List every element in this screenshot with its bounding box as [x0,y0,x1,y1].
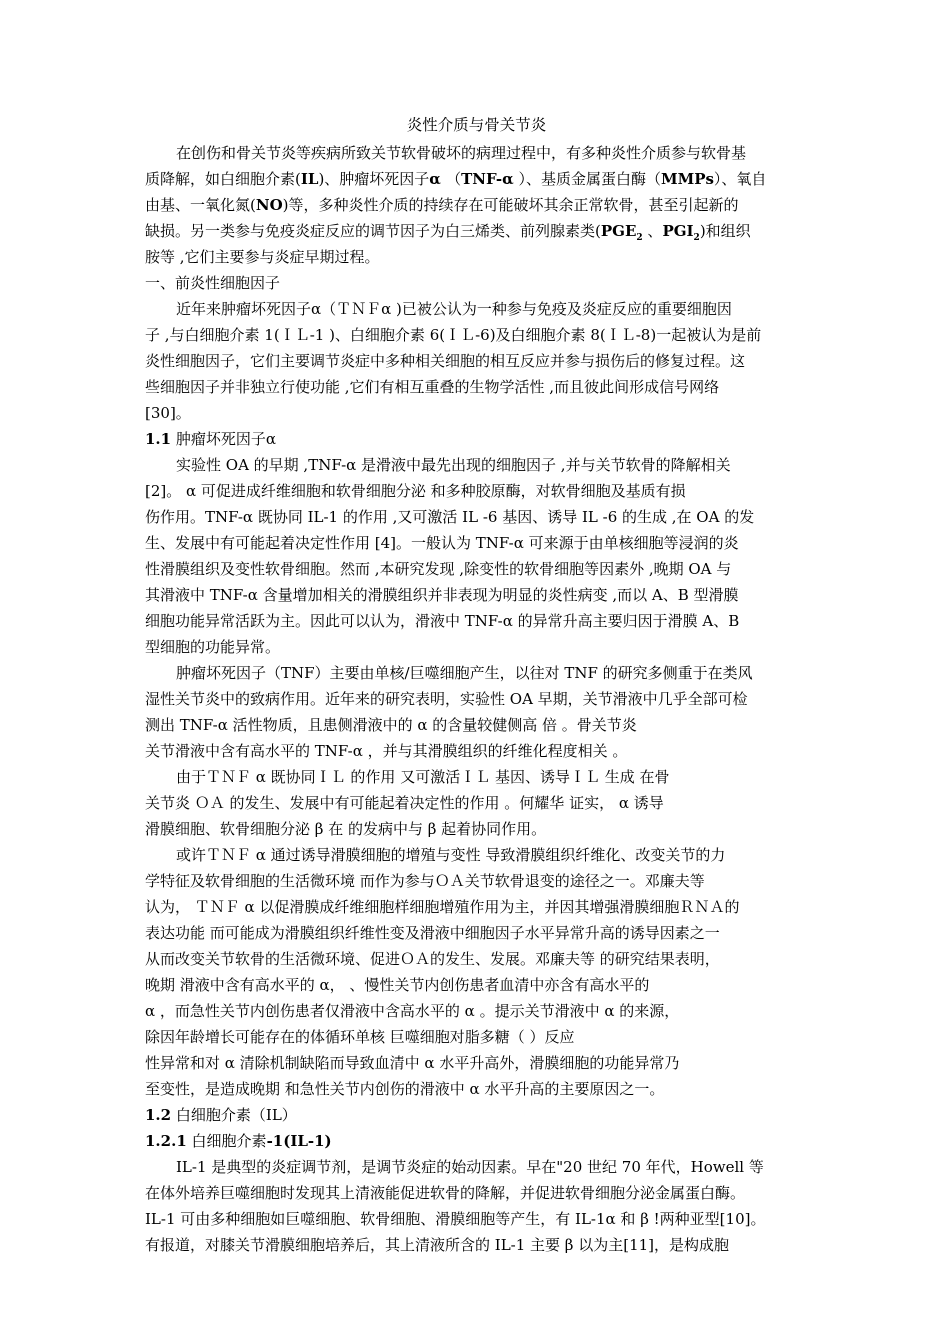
section-title-bold: -1(IL-1) [266,1132,332,1150]
section-1-paragraph [145,296,808,426]
text-line: 些细胞因子并非独立行使功能 ,它们有相互重叠的生物学活性 ,而且彼此间形成信号网络 [145,378,720,396]
section-1-2-1-heading [145,1128,808,1154]
text-line: 生、发展中有可能起着决定性作用 [4]。一般认为 TNF-α 可来源于由单核细胞等浸润的炎 [145,534,739,552]
section-title: 白细胞介素（IL） [175,1106,297,1124]
document-title: 炎性介质与骨关节炎 [406,116,547,134]
tnf-paragraph-2 [145,660,808,764]
text-line: 至变性，是造成晚期 和急性关节内创伤的滑液中 α 水平升高的主要原因之一。 [145,1080,665,1098]
section-title: 肿瘤坏死因子α [175,430,277,448]
tnf-paragraph-1 [145,452,808,660]
text-line: 细胞功能异常活跃为主。因此可以认为，滑液中 TNF-α 的异常升高主要归因于滑膜 A、B [145,612,740,630]
text-line: 认为， ＴＮＦ α 以促滑膜成纤维细胞样细胞增殖作用为主，并因其增强滑膜细胞ＲＮＡ的 [145,898,740,916]
text-line: 表达功能 而可能成为滑膜组织纤维性变及滑液中细胞因子水平异常升高的诱导因素之一 [145,924,720,942]
section-number: 1.1 [145,430,172,448]
tnf-paragraph-4 [145,842,808,1102]
text-line: IL-1 是典型的炎症调节剂，是调节炎症的始动因素。早在"20 世纪 70 年代，Howell 等 [176,1158,764,1176]
section-1-2-heading [145,1102,808,1128]
tnf-paragraph-3 [145,764,808,842]
section-number: 1.2 [145,1106,172,1124]
text-line: 湿性关节炎中的致病作用。近年来的研究表明，实验性 OA 早期，关节滑液中几乎全部可检 [145,690,748,708]
section-number: 1.2.1 [145,1132,187,1150]
intro-line: 质降解，如白细胞介素(IL)、肿瘤坏死因子α （TNF-α ）、基质金属蛋白酶（MMPs）、氧自 [145,170,767,188]
text-line: 由于ＴＮＦ α 既协同ＩＬ 的作用 又可激活ＩＬ 基因、诱导ＩＬ 生成 在骨 [176,768,670,786]
text-line: 除因年龄增长可能存在的体循环单核 巨噬细胞对脂多糖（ ）反应 [145,1028,575,1046]
intro-line: 胺等 ,它们主要参与炎症早期过程。 [145,248,380,266]
section-1-1-heading [145,426,808,452]
text-line: 学特征及软骨细胞的生活微环境 而作为参与ＯＡ关节软骨退变的途径之一。邓廉夫等 [145,872,705,890]
text-line: [2]。 α 可促进成纤维细胞和软骨细胞分泌 和多种胶原酶，对软骨细胞及基质有损 [145,482,686,500]
text-line: 性滑膜组织及变性软骨细胞。然而 ,本研究发现 ,除变性的软骨细胞等因素外 ,晚期 OA 与 [145,560,732,578]
intro-line: 在创伤和骨关节炎等疾病所致关节软骨破坏的病理过程中，有多种炎性介质参与软骨基 [176,144,747,162]
il1-paragraph [145,1154,808,1258]
text-line: α ，而急性关节内创伤患者仅滑液中含高水平的 α 。提示关节滑液中 α 的来源， [145,1002,680,1020]
text-line: 其滑液中 TNF-α 含量增加相关的滑膜组织并非表现为明显的炎性病变 ,而以 A、B 型滑膜 [145,586,739,604]
text-line: 滑膜细胞、软骨细胞分泌 β 在 的发病中与 β 起着协同作用。 [145,820,547,838]
text-line: 性异常和对 α 清除机制缺陷而导致血清中 α 水平升高外，滑膜细胞的功能异常乃 [145,1054,680,1072]
text-line: 晚期 滑液中含有高水平的 α， 、慢性关节内创伤患者血清中亦含有高水平的 [145,976,650,994]
text-line: 肿瘤坏死因子（TNF）主要由单核/巨噬细胞产生，以往对 TNF 的研究多侧重于在类风 [176,664,753,682]
text-line: 测出 TNF-α 活性物质，且患侧滑液中的 α 的含量较健侧高 倍 。骨关节炎 [145,716,637,734]
intro-paragraph [145,140,808,270]
text-line: 子 ,与白细胞介素 1(ＩＬ-1 )、白细胞介素 6(ＩＬ-6)及白细胞介素 8(ＩＬ-8)一起被认为是前 [145,326,762,344]
text-line: 近年来肿瘤坏死因子α（ＴＮＦα )已被公认为一种参与免疫及炎症反应的重要细胞因 [176,300,732,318]
intro-line: 缺损。另一类参与免疫炎症反应的调节因子为白三烯类、前列腺素类($PGE_2$ 、$PGI_2$)和组织 [145,222,751,243]
text-line: [30]。 [145,404,191,422]
text-line: 从而改变关节软骨的生活微环境、促进ＯＡ的发生、发展。邓廉夫等 的研究结果表明， [145,950,720,968]
text-line: IL-1 可由多种细胞如巨噬细胞、软骨细胞、滑膜细胞等产生，有 IL-1α 和 β !两种亚型[10]。 [145,1210,766,1228]
text-line: 关节滑液中含有高水平的 TNF-α ，并与其滑膜组织的纤维化程度相关 。 [145,742,628,760]
text-line: 在体外培养巨噬细胞时发现其上清液能促进软骨的降解，并促进软骨细胞分泌金属蛋白酶。 [145,1184,746,1202]
section-1-heading: 一、前炎性细胞因子 [145,274,281,292]
intro-line: 由基、一氧化氮(NO)等，多种炎性介质的持续存在可能破坏其余正常软骨，甚至引起新的 [145,196,739,214]
text-line: 或许ＴＮＦ α 通过诱导滑膜细胞的增殖与变性 导致滑膜组织纤维化、改变关节的力 [176,846,726,864]
section-title: 白细胞介素 [191,1132,267,1150]
text-line: 实验性 OA 的早期 ,TNF-α 是滑液中最先出现的细胞因子 ,并与关节软骨的降解相关 [176,456,731,474]
text-line: 型细胞的功能异常。 [145,638,281,656]
text-line: 炎性细胞因子，它们主要调节炎症中多种相关细胞的相互反应并参与损伤后的修复过程。这 [145,352,746,370]
text-line: 关节炎 ＯＡ 的发生、发展中有可能起着决定性的作用 。何耀华 证实， α 诱导 [145,794,664,812]
text-line: 有报道，对膝关节滑膜细胞培养后，其上清液所含的 IL-1 主要 β 以为主[11]，是构成胞 [145,1236,730,1254]
text-line: 伤作用。TNF-α 既协同 IL-1 的作用 ,又可激活 IL -6 基因、诱导 IL -6 的生成 ,在 OA 的发 [145,508,755,526]
